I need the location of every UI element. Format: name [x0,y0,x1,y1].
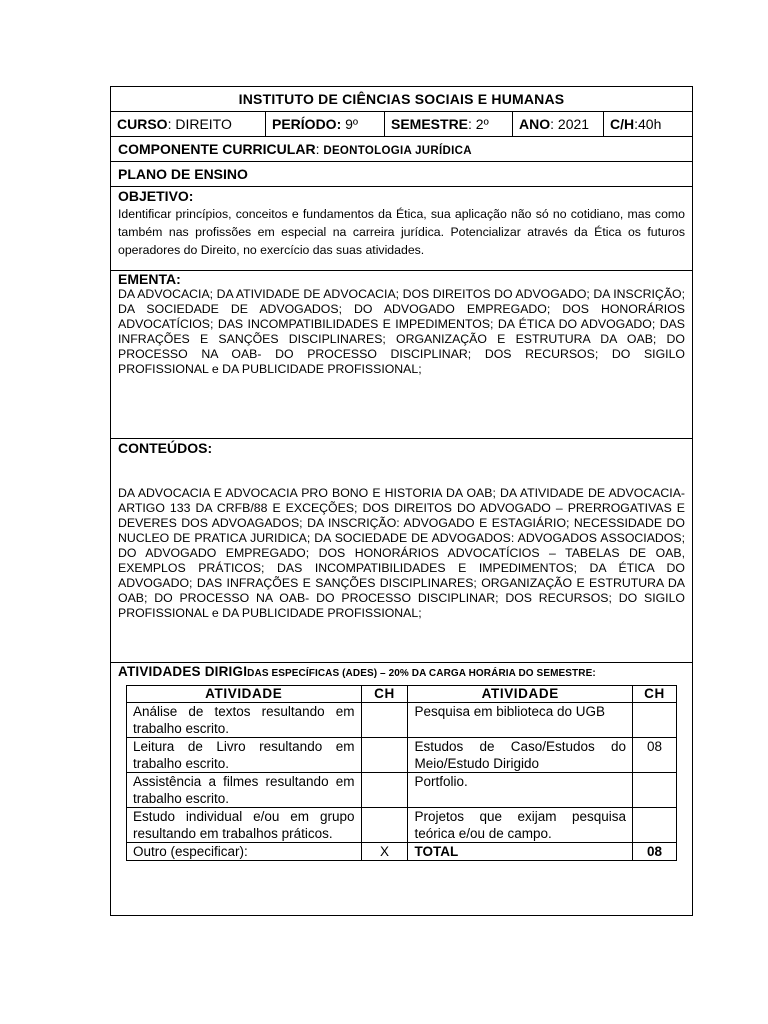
activity-left-ch [361,773,408,808]
conteudos-heading: CONTEÚDOS: [118,440,213,456]
course-info-row [111,112,692,137]
activity-left-ch: X [361,843,408,861]
conteudos-text: DA ADVOCACIA E ADVOCACIA PRO BONO E HISTORIA DA OAB; DA ATIVIDADE DE ADVOCACIA- ARTIGO 133 DA CRFB/88 E EXCEÇÕES; DOS DIREITOS DO ADVOGADO – PRERROGATIVAS E DEVERES DOS ADVOAGADOS; DA INSCRIÇÃO: ADVOGADO E ESTAGIÁRIO; NECESSIDADE DO NUCLEO DE PRATICA JURIDICA; DA SOCIEDADE DE ADVOGADOS: ADVOGADOS ASSOCIADOS; DO ADVOGADO EMPREGADO; DOS HONORÁRIOS ADVOCATÍCIOS – TABELAS DE OAB, EXEMPLOS PRÁTICOS; DAS INCOMPATIBILIDADES E IMPEDIMENTOS; DA ÉTICA DO ADVOGADO; DAS INFRAÇÕES E SANÇÕES DISCIPLINARES; ORGANIZAÇÃO E ESTRUTURA DA OAB; DO PROCESSO NA OAB- DO PROCESSO DISCIPLINAR; DOS RECURSOS; DO SIGILO PROFISSIONAL e DA PUBLICIDADE PROFISSIONAL; [118,486,685,620]
col-ch-1: CH [361,686,408,703]
semestre-value: : 2º [468,116,489,132]
objetivo-section [111,187,692,271]
ch-cell [604,112,692,136]
activity-left: Análise de textos resultando em trabalho escrito. [127,703,362,738]
ch-label: C/H [610,116,635,132]
activity-left: Leitura de Livro resultando em trabalho escrito. [127,738,362,773]
ch-value: :40h [634,116,662,132]
atividades-section [111,663,692,915]
col-ch-2: CH [633,686,677,703]
ementa-section [111,271,692,439]
componente-row [111,137,692,162]
ano-label: ANO [519,116,551,132]
activity-left-ch [361,703,408,738]
activity-right: Estudos de Caso/Estudos do Meio/Estudo Dirigido [408,738,633,773]
institute-title: INSTITUTO DE CIÊNCIAS SOCIAIS E HUMANAS [111,87,692,112]
table-header-row [127,686,677,703]
activity-left-ch [361,808,408,843]
activity-right-ch [633,703,677,738]
activity-right-ch [633,773,677,808]
atividades-title-main: ATIVIDADES DIRIGI [118,664,248,679]
conteudos-section [111,439,692,663]
table-row [127,843,677,861]
table-row [127,703,677,738]
ano-value: : 2021 [550,116,590,132]
table-row [127,808,677,843]
ano-cell [513,112,604,136]
table-row [127,738,677,773]
atividades-table [126,685,677,861]
total-label: TOTAL [408,843,633,861]
curso-label: CURSO [117,116,168,132]
activity-right: Pesquisa em biblioteca do UGB [408,703,633,738]
semestre-cell [385,112,513,136]
activity-right-ch [633,808,677,843]
activity-left-ch [361,738,408,773]
activity-right-ch: 08 [633,738,677,773]
table-row [127,773,677,808]
periodo-value: 9º [341,116,359,132]
plano-de-ensino: PLANO DE ENSINO [111,162,692,187]
atividades-title [118,663,685,683]
activity-left: Estudo individual e/ou em grupo resultando em trabalhos práticos. [127,808,362,843]
activity-right: Projetos que exijam pesquisa teórica e/ou de campo. [408,808,633,843]
ementa-text: DA ADVOCACIA; DA ATIVIDADE DE ADVOCACIA; DOS DIREITOS DO ADVOGADO; DA INSCRIÇÃO; DA SOCIEDADE DE ADVOGADOS; DO ADVOGADO EMPREGADO; DOS HONORÁRIOS ADVOCATÍCIOS; DAS INCOMPATIBILIDADES E IMPEDIMENTOS; DA ÉTICA DO ADVOGADO; DAS INFRAÇÕES E SANÇÕES DISCIPLINARES; ORGANIZAÇÃO E ESTRUTURA DA OAB; DO PROCESSO NA OAB- DO PROCESSO DISCIPLINAR; DOS RECURSOS; DO SIGILO PROFISSIONAL e DA PUBLICIDADE PROFISSIONAL; [118,287,685,376]
objetivo-heading: OBJETIVO: [118,188,194,204]
semestre-label: SEMESTRE [391,116,469,132]
activity-left: Assistência a filmes resultando em trabalho escrito. [127,773,362,808]
periodo-cell [266,112,385,136]
atividades-title-sub: DAS ESPECÍFICAS (ADES) – 20% DA CARGA HORÁRIA DO SEMESTRE: [247,668,596,679]
componente-name: DEONTOLOGIA JURÍDICA [323,145,472,157]
ementa-heading: EMENTA: [118,271,181,287]
componente-separator: : [315,141,324,157]
periodo-label: PERÍODO: [272,116,342,132]
col-atividade-2: ATIVIDADE [408,686,633,703]
activity-left: Outro (especificar): [127,843,362,861]
col-atividade-1: ATIVIDADE [127,686,362,703]
componente-label: COMPONENTE CURRICULAR [118,141,316,157]
curso-value: : DIREITO [167,116,232,132]
teaching-plan-document [110,86,693,916]
activity-right: Portfolio. [408,773,633,808]
total-value: 08 [633,843,677,861]
objetivo-text: Identificar princípios, conceitos e fundamentos da Ética, sua aplicação não só no cotidiano, mas como também nas profissões em especial na carreira jurídica. Potencializar através da Ética os futuros operadores do Direito, no exercício das suas atividades. [118,207,685,257]
curso-cell [111,112,266,136]
